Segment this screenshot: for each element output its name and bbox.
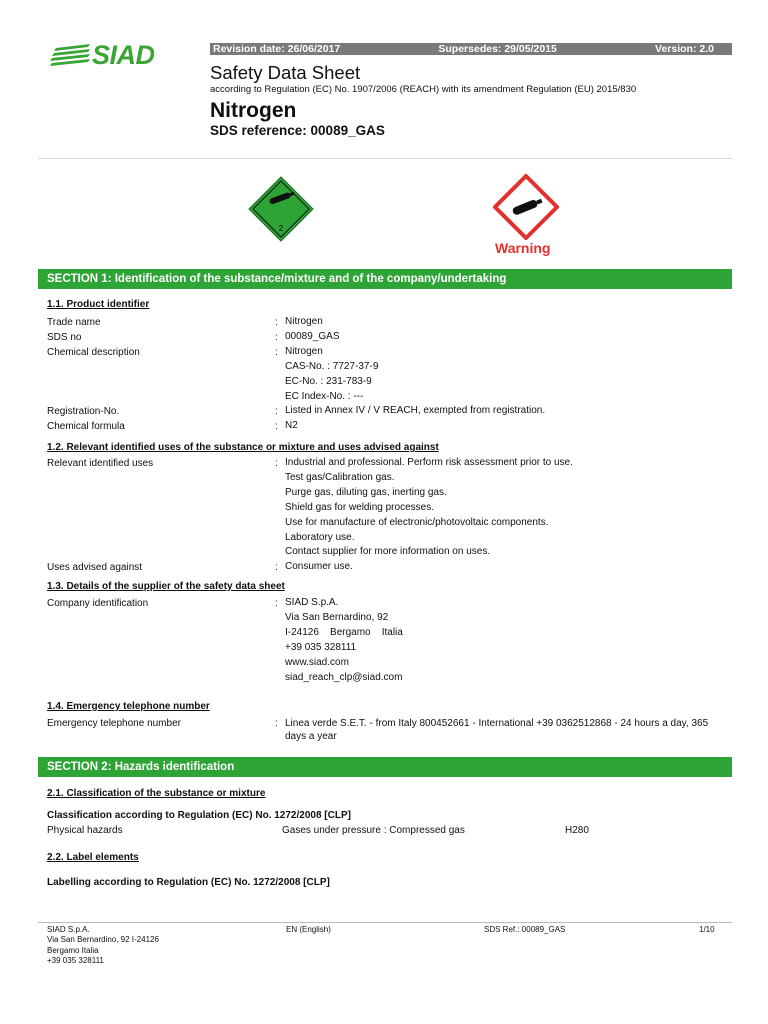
header-divider <box>38 158 732 159</box>
value-line: Test gas/Calibration gas. <box>285 471 395 483</box>
value-line: Laboratory use. <box>285 531 355 543</box>
identified-uses-label: Relevant identified uses <box>47 458 154 469</box>
footer-line: Bergamo Italia <box>47 945 99 955</box>
value-line: N2 <box>285 420 298 431</box>
colon: : <box>275 332 278 343</box>
emergency-phone-label: Emergency telephone number <box>47 718 181 729</box>
footer-line: Via San Bernardino, 92 I-24126 <box>47 935 159 945</box>
product-name: Nitrogen <box>210 99 297 122</box>
version: Version: 2.0 <box>655 43 714 55</box>
company-email: siad_reach_clp@siad.com <box>285 671 403 683</box>
document-subtitle: according to Regulation (EC) No. 1907/2006 (REACH) with its amendment Regulation (EU) 2015/830 <box>210 84 637 95</box>
subsection-1-4: 1.4. Emergency telephone number <box>47 701 210 712</box>
colon: : <box>275 598 278 609</box>
physical-hazards-label: Physical hazards <box>47 825 123 836</box>
non-flammable-gas-transport-icon <box>248 176 314 242</box>
company-identification-value <box>285 596 403 685</box>
revision-bar <box>210 43 732 55</box>
trade-name-value <box>285 315 323 330</box>
sds-no-label: SDS no <box>47 332 82 343</box>
revision-date: Revision date: 26/06/2017 <box>213 43 341 55</box>
footer-language: EN (English) <box>286 925 331 934</box>
uses-advised-against-value <box>285 560 353 575</box>
value-line: CAS-No. : 7727-37-9 <box>285 360 379 372</box>
value-line: Nitrogen <box>285 346 323 357</box>
uses-advised-against-label: Uses advised against <box>47 562 143 573</box>
supersedes-date: Supersedes: 29/05/2015 <box>438 43 557 55</box>
identified-uses-value <box>285 456 573 560</box>
value-line: Via San Bernardino, 92 <box>285 611 389 623</box>
trade-name-label: Trade name <box>47 317 101 328</box>
value-line: Consumer use. <box>285 561 353 572</box>
clp-labelling-heading: Labelling according to Regulation (EC) No. 1272/2008 [CLP] <box>47 877 330 888</box>
company-website: www.siad.com <box>285 656 349 668</box>
document-title: Safety Data Sheet <box>210 62 361 83</box>
chemical-description-label: Chemical description <box>47 347 140 358</box>
value-line: Nitrogen <box>285 316 323 327</box>
sds-no-value <box>285 330 340 345</box>
footer-company <box>47 925 159 966</box>
subsection-2-2: 2.2. Label elements <box>47 852 139 863</box>
value-line: Purge gas, diluting gas, inerting gas. <box>285 486 447 498</box>
section-1-heading: SECTION 1: Identification of the substance/mixture and of the company/undertaking <box>38 269 732 289</box>
emergency-phone-value: Linea verde S.E.T. - from Italy 800452661 - International +39 0362512868 - 24 hours a day, 365 days a year <box>285 718 709 742</box>
colon: : <box>275 562 278 573</box>
registration-no-value <box>285 404 545 419</box>
company-identification-label: Company identification <box>47 598 149 609</box>
value-line: Contact supplier for more information on uses. <box>285 546 491 558</box>
sds-reference: SDS reference: 00089_GAS <box>210 123 385 138</box>
subsection-2-1: 2.1. Classification of the substance or mixture <box>47 788 266 799</box>
footer-line: +39 035 328111 <box>47 955 104 965</box>
clp-classification-heading: Classification according to Regulation (EC) No. 1272/2008 [CLP] <box>47 810 351 821</box>
transport-class-number: 2 <box>278 224 284 233</box>
hazard-statement-code: H280 <box>565 825 589 836</box>
chemical-description-value <box>285 345 378 405</box>
logo-text: SIAD <box>92 40 155 70</box>
value-line: Shield gas for welding processes. <box>285 501 434 513</box>
subsection-1-3: 1.3. Details of the supplier of the safety data sheet <box>47 581 285 592</box>
chemical-formula-value <box>285 419 298 434</box>
signal-word: Warning <box>495 240 551 256</box>
value-line: +39 035 328111 <box>285 641 357 653</box>
colon: : <box>275 347 278 358</box>
value-line: SIAD S.p.A. <box>285 597 339 608</box>
footer-sds-ref: SDS Ref.: 00089_GAS <box>484 925 566 934</box>
chemical-formula-label: Chemical formula <box>47 421 125 432</box>
footer-divider <box>38 922 732 923</box>
colon: : <box>275 718 278 729</box>
value-line: I-24126 Bergamo Italia <box>285 626 403 638</box>
colon: : <box>275 421 278 432</box>
colon: : <box>275 458 278 469</box>
value-line: EC Index-No. : --- <box>285 390 364 402</box>
subsection-1-1: 1.1. Product identifier <box>47 299 150 310</box>
value-line: Listed in Annex IV / V REACH, exempted from registration. <box>285 405 546 416</box>
value-line: EC-No. : 231-783-9 <box>285 375 372 387</box>
registration-no-label: Registration-No. <box>47 406 120 417</box>
hazard-class: Gases under pressure : Compressed gas <box>282 825 465 836</box>
value-line: Use for manufacture of electronic/photovoltaic components. <box>285 516 549 528</box>
colon: : <box>275 317 278 328</box>
value-line: Industrial and professional. Perform risk assessment prior to use. <box>285 457 573 468</box>
colon: : <box>275 406 278 417</box>
section-2-heading: SECTION 2: Hazards identification <box>38 757 732 777</box>
gas-cylinder-ghs-icon <box>493 174 559 240</box>
value-line: 00089_GAS <box>285 331 340 342</box>
footer-line: SIAD S.p.A. <box>47 925 90 934</box>
subsection-1-2: 1.2. Relevant identified uses of the substance or mixture and uses advised against <box>47 442 439 453</box>
footer-page-number: 1/10 <box>699 925 715 934</box>
